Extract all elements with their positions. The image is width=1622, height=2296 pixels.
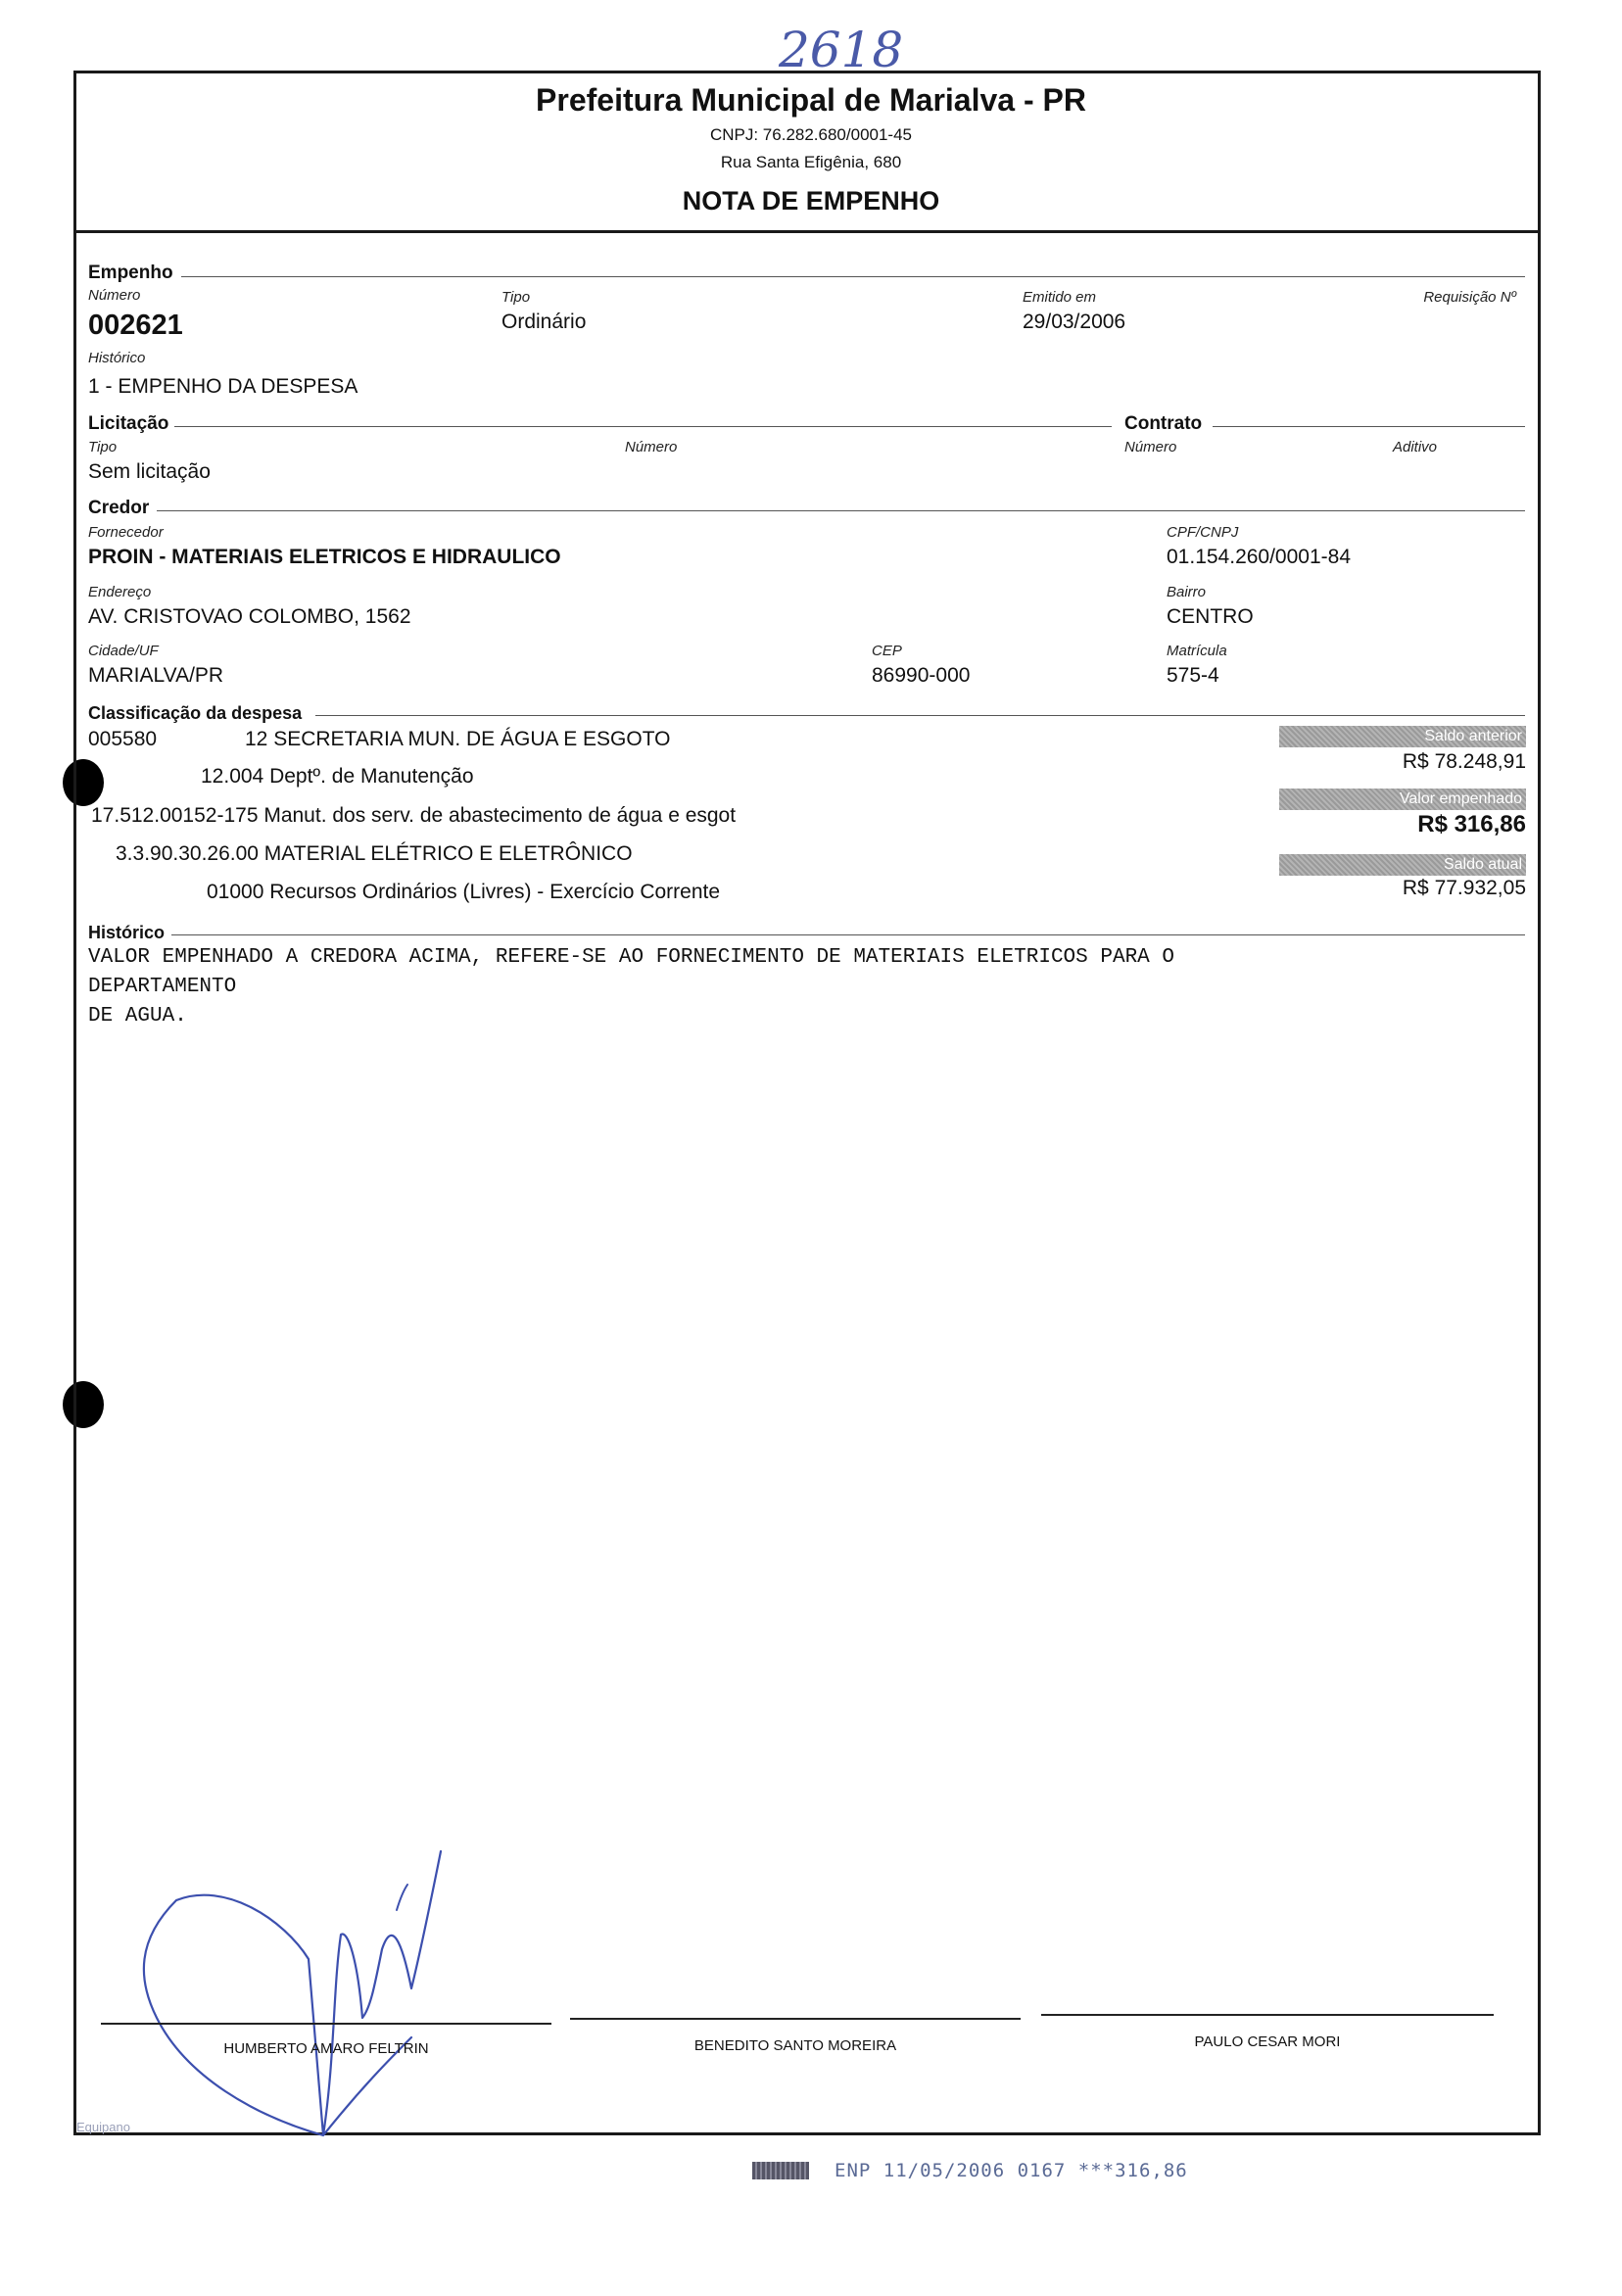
- classificacao-departamento: 12.004 Deptº. de Manutenção: [201, 765, 474, 788]
- empenho-emitido: 29/03/2006: [1023, 311, 1126, 333]
- label-numero: Número: [88, 287, 141, 304]
- label-licitacao-numero: Número: [625, 439, 678, 455]
- handwritten-signature: [118, 1842, 451, 2155]
- label-emitido: Emitido em: [1023, 289, 1097, 306]
- document-title: NOTA DE EMPENHO: [682, 186, 940, 215]
- saldo-anterior-label: Saldo anterior: [1279, 726, 1526, 747]
- credor-matricula: 575-4: [1167, 664, 1219, 687]
- credor-bairro: CENTRO: [1167, 605, 1254, 628]
- signature-line: [570, 2018, 1021, 2020]
- section-contrato: Contrato: [1124, 413, 1203, 434]
- divider: [174, 426, 1112, 427]
- valor-empenhado-value: R$ 316,86: [1417, 811, 1526, 837]
- section-credor: Credor: [88, 498, 150, 518]
- empenho-tipo: Ordinário: [501, 311, 587, 333]
- label-endereco: Endereço: [88, 584, 152, 600]
- page-title: Prefeitura Municipal de Marialva - PR: [536, 82, 1086, 118]
- header-divider: [73, 230, 1541, 233]
- credor-fornecedor: PROIN - MATERIAIS ELETRICOS E HIDRAULICO: [88, 546, 561, 568]
- label-matricula: Matrícula: [1167, 643, 1227, 659]
- signature-line: [101, 2023, 551, 2025]
- equipe-label: Equipano: [76, 2120, 130, 2134]
- label-aditivo: Aditivo: [1393, 439, 1438, 455]
- historico-text-line: DEPARTAMENTO: [88, 976, 237, 998]
- saldo-atual-value: R$ 77.932,05: [1402, 877, 1526, 899]
- divider: [1213, 426, 1525, 427]
- classificacao-natureza: 3.3.90.30.26.00 MATERIAL ELÉTRICO E ELETRÔNICO: [116, 842, 633, 865]
- empenho-historico: 1 - EMPENHO DA DESPESA: [88, 375, 358, 398]
- credor-cep: 86990-000: [872, 664, 971, 687]
- label-historico: Histórico: [88, 350, 146, 366]
- historico-text-line: DE AGUA.: [88, 1005, 187, 1028]
- label-bairro: Bairro: [1167, 584, 1207, 600]
- saldo-anterior-value: R$ 78.248,91: [1402, 750, 1526, 773]
- signatory-name: HUMBERTO AMARO FELTRIN: [223, 2040, 429, 2057]
- label-fornecedor: Fornecedor: [88, 524, 164, 541]
- licitacao-tipo: Sem licitação: [88, 460, 211, 483]
- empenho-numero: 002621: [88, 310, 183, 341]
- label-licitacao-tipo: Tipo: [88, 439, 118, 455]
- label-requisicao: Requisição Nº: [1423, 289, 1516, 306]
- section-classificacao: Classificação da despesa: [88, 703, 303, 723]
- section-historico: Histórico: [88, 923, 166, 942]
- divider: [181, 276, 1525, 277]
- valor-empenhado-label: Valor empenhado: [1279, 789, 1526, 810]
- cnpj-text: CNPJ: 76.282.680/0001-45: [709, 125, 913, 144]
- logo-mark: [752, 2162, 809, 2179]
- divider: [157, 510, 1525, 511]
- label-contrato-numero: Número: [1124, 439, 1177, 455]
- handwritten-annotation: 2618: [779, 22, 904, 78]
- credor-endereco: AV. CRISTOVAO COLOMBO, 1562: [88, 605, 411, 628]
- divider: [315, 715, 1525, 716]
- section-empenho: Empenho: [88, 263, 173, 283]
- signature-line: [1041, 2014, 1494, 2016]
- classificacao-recurso: 01000 Recursos Ordinários (Livres) - Exercício Corrente: [207, 881, 721, 903]
- classificacao-code: 005580: [88, 728, 158, 750]
- label-cep: CEP: [872, 643, 902, 659]
- classificacao-funcional: 17.512.00152-175 Manut. dos serv. de abastecimento de água e esgot: [91, 804, 737, 827]
- label-cpf-cnpj: CPF/CNPJ: [1167, 524, 1239, 541]
- section-licitacao: Licitação: [88, 413, 169, 434]
- divider: [171, 934, 1525, 935]
- footer-stamp: ENP 11/05/2006 0167 ***316,86: [835, 2160, 1188, 2181]
- label-tipo: Tipo: [501, 289, 531, 306]
- saldo-atual-label: Saldo atual: [1279, 854, 1526, 876]
- address-text: Rua Santa Efigênia, 680: [720, 153, 902, 171]
- label-cidade: Cidade/UF: [88, 643, 159, 659]
- signatory-name: BENEDITO SANTO MOREIRA: [693, 2037, 897, 2054]
- credor-cidade: MARIALVA/PR: [88, 664, 224, 687]
- classificacao-secretaria: 12 SECRETARIA MUN. DE ÁGUA E ESGOTO: [245, 728, 671, 750]
- signatory-name: PAULO CESAR MORI: [1194, 2033, 1341, 2050]
- historico-text-line: VALOR EMPENHADO A CREDORA ACIMA, REFERE-SE AO FORNECIMENTO DE MATERIAIS ELETRICOS PARA O: [88, 946, 1174, 969]
- credor-cpf-cnpj: 01.154.260/0001-84: [1167, 546, 1352, 568]
